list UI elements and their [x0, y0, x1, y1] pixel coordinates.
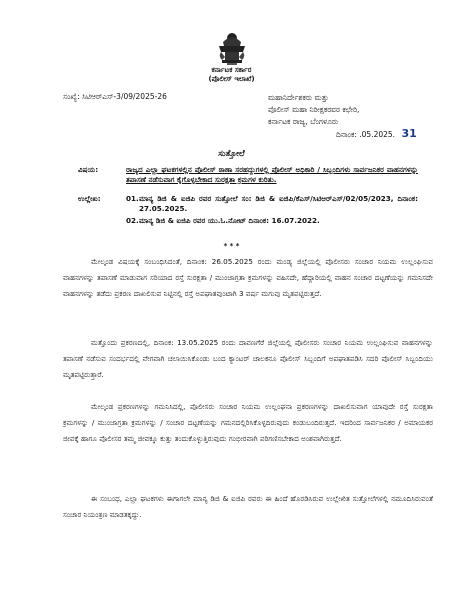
reference-number-1: 01.	[126, 194, 139, 203]
subject-block	[78, 165, 418, 185]
reference-number-2: 02.	[126, 216, 139, 225]
office-line: ಮಹಾನಿರ್ದೇಶಕರು ಮತ್ತು	[268, 93, 329, 102]
reference-text-1: ಮಾನ್ಯ ಡಿಜಿ & ಐಜಿಪಿ ರವರ ಸುತ್ತೋಲೆ ಸಂ: ಡಿಜಿ & ಐಜಿಪಿ/ಕೆಎಸ್/ಸಿಟಿಆರ್‌ಎಸ್/02/05/2023, ದಿನಾಂಕ: 27.05.2025.	[139, 194, 418, 213]
separator: * * *	[223, 242, 240, 250]
subject-text: ರಾಜ್ಯದ ಎಲ್ಲಾ ಘಟಕಗಳಲ್ಲಿನ ಪೊಲೀಸ್ ಠಾಣಾ ಸರಹದ್ದುಗಳಲ್ಲಿ ಪೊಲೀಸ್ ಅಧಿಕಾರಿ / ಸಿಬ್ಬಂದಿಗಳು ಸಾರ್ವಜನಿಕರ ವಾಹನಗಳನ್ನು ತಪಾಸಣೆ ನಡೆಸುವಾಗ ಕೈಗೊಳ್ಳಬೇಕಾದ ಸುರಕ್ಷತಾ ಕ್ರಮಗಳ ಕುರಿತು.	[126, 165, 418, 184]
paragraph-text: ಮತ್ತೊಂದು ಪ್ರಕರಣದಲ್ಲಿ, ದಿನಾಂಕ: 13.05.2025 ರಂದು ದಾವಣಗೆರೆ ಜಿಲ್ಲೆಯಲ್ಲಿ ಪೊಲೀಸರು ಸಂಚಾರ ನಿಯಮ ಉಲ್ಲಂಘಿಸುವ ವಾಹನಗಳನ್ನು ತಪಾಸಣೆ ನಡೆಸುವ ಸಂದರ್ಭದಲ್ಲಿ ವೇಗವಾಗಿ ಚಲಾಯಿಸಿಕೊಂಡು ಬಂದ ಕ್ಯಾಂಟರ್ ಚಾಲಕನೂ ಪೊಲೀಸ್ ಸಿಬ್ಬಂದಿಗೆ ಅಪಘಾತಪಡಿಸಿ ಸದರಿ ಪೊಲೀಸ್ ಸಿಬ್ಬಂದಿಯು ಮೃತಪಟ್ಟಿರುತ್ತಾರೆ.	[63, 338, 433, 379]
reference-number: ಸಂಖ್ಯೆ: ಸಿಟಿಆರ್‌ಎಸ್-3/09/2025-26	[63, 92, 167, 101]
date-text: ದಿನಾಂಕ: .05.2025.	[336, 130, 396, 139]
org-department: (ಪೊಲೀಸ್ ಇಲಾಖೆ)	[208, 75, 255, 83]
paragraph-text: ಮೇಲ್ಕಂಡ ಪ್ರಕರಣಗಳನ್ನು ಗಮನಿಸಿದಲ್ಲಿ, ಪೊಲೀಸರು ಸಂಚಾರ ನಿಯಮ ಉಲ್ಲಂಘನಾ ಪ್ರಕರಣಗಳನ್ನು ದಾಖಲಿಸುವಾಗ ಯಾವುದೇ ರಸ್ತೆ ಸುರಕ್ಷತಾ ಕ್ರಮಗಳನ್ನು / ಮುಂಜಾಗ್ರತಾ ಕ್ರಮಗಳನ್ನು / ಸಂಚಾರ ದಟ್ಟಣೆಯನ್ನು ಗಮನದಲ್ಲಿರಿಸಿಕೊಳ್ಳದಿರುವುದು ಕಂಡುಬಂದಿರುತ್ತದೆ. ಇದರಿಂದ ಸಾರ್ವಜನಿಕರ / ಅಮಾಯಕರ ಜೀವಕ್ಕೆ ಹಾಗೂ ಪೊಲೀಸರ ತಮ್ಮ ಜೀವಕ್ಕೂ ಕುತ್ತು ತಂದುಕೊಳ್ಳುತ್ತಿರುವುದು ಗಂಭೀರವಾಗಿ ಪರಿಗಣಿಸಬೇಕಾದ ಅಂಶವಾಗಿರುತ್ತದೆ.	[63, 402, 433, 443]
reference-item	[126, 194, 418, 214]
reference-item	[126, 216, 418, 226]
handwritten-date: 31	[401, 127, 417, 140]
references-block	[78, 194, 418, 226]
reference-text-2: ಮಾನ್ಯ ಡಿಜಿ & ಐಜಿಪಿ ರವರ ಯು.ಓ.ನೋಟ್ ದಿನಾಂಕ: 16.07.2022.	[139, 216, 320, 225]
paragraph-text: ಮೇಲ್ಕಂಡ ವಿಷಯಕ್ಕೆ ಸಂಬಂಧಿಸಿದಂತೆ, ದಿನಾಂಕ: 26.05.2025 ರಂದು ಮಂಡ್ಯ ಜಿಲ್ಲೆಯಲ್ಲಿ ಪೊಲೀಸರು ಸಂಚಾರ ನಿಯಮ ಉಲ್ಲಂಘಿಸುವ ವಾಹನಗಳನ್ನು ತಪಾಸಣೆ ಮಾಡುವಾಗ ಸರಿಯಾದ ರಸ್ತೆ ಸುರಕ್ಷತಾ / ಮುಂಜಾಗ್ರತಾ ಕ್ರಮಗಳನ್ನು ವಹಿಸದೇ, ಹೆದ್ದಾರಿಯಲ್ಲಿ ವಾಹನ ಸಂಚಾರ ದಟ್ಟಣೆಯನ್ನು ಗಮನಿಸದೇ ವಾಹನಗಳನ್ನು ತಡೆದು ಪ್ರಕರಣ ದಾಖಲಿಸುವ ನಿಟ್ಟಿನಲ್ಲಿ ರಸ್ತೆ ಅಪಘಾತವುಂಟಾಗಿ 3 ವರ್ಷ ಮಗುವು ಮೃತಪಟ್ಟಿರುತ್ತದೆ.	[63, 257, 433, 298]
subject-label: ವಿಷಯ:	[78, 165, 99, 174]
paragraph-text: ಈ ಸಂಬಂಧ, ಎಲ್ಲಾ ಘಟಕಗಳು ಈಗಾಗಲೇ ಮಾನ್ಯ ಡಿಜಿ & ಐಜಿಪಿ ರವರು ಈ ಹಿಂದೆ ಹೊರಡಿಸಿರುವ ಉಲ್ಲೇಖಿತ ಸುತ್ತೋಲೆಗಳಲ್ಲಿ ನಮೂದಿಸಿರುವಂತೆ ಸಂಚಾರ ನಿಯಂತ್ರಣ ಮಾಡತಕ್ಕದ್ದು.	[63, 494, 433, 519]
office-line: ಪೊಲೀಸ್ ಮಹಾ ನಿರೀಕ್ಷಕರವರ ಕಛೇರಿ,	[268, 105, 360, 114]
date-line	[268, 128, 448, 141]
paragraph	[63, 399, 433, 447]
office-line: ಕರ್ನಾಟಕ ರಾಜ್ಯ, ಬೆಂಗಳೂರು	[268, 117, 339, 126]
paragraph	[63, 254, 433, 302]
org-name: ಕರ್ನಾಟಕ ಸರ್ಕಾರ	[211, 66, 252, 74]
paragraph	[63, 491, 433, 523]
paragraph	[63, 335, 433, 383]
references-label: ಉಲ್ಲೇಖ:	[78, 194, 101, 203]
issuing-office	[268, 92, 448, 141]
state-emblem-icon	[213, 30, 251, 66]
document-title: ಸುತ್ತೋಲೆ	[218, 149, 245, 159]
